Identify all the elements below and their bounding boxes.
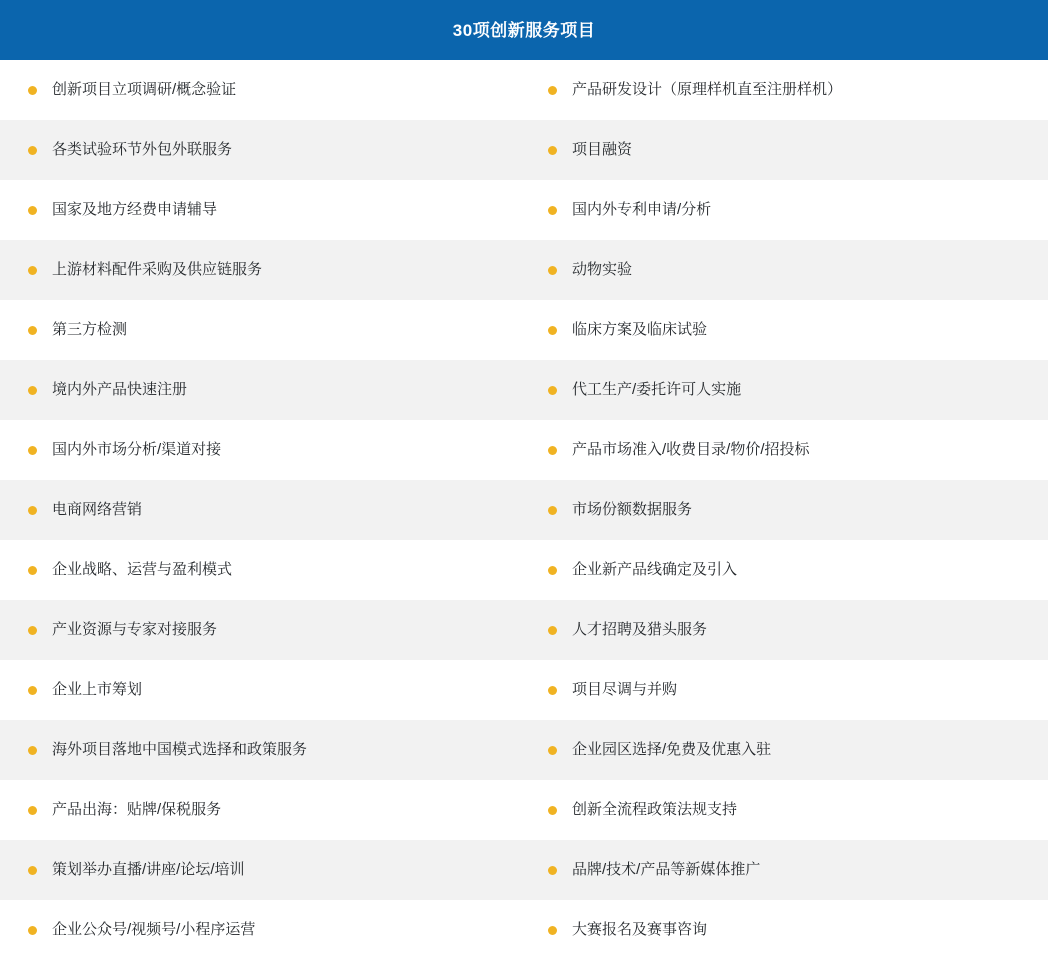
service-item[interactable] [0,300,524,360]
service-item-label: 市场份额数据服务 [572,501,693,519]
service-item[interactable] [0,840,524,900]
page-header [0,0,1048,60]
service-item[interactable] [0,540,524,600]
service-row [0,660,1048,720]
service-item[interactable] [524,120,1048,180]
service-item[interactable] [524,540,1048,600]
service-item-label: 动物实验 [572,261,633,279]
service-item-label: 企业上市筹划 [52,681,143,699]
service-item[interactable] [0,900,524,960]
service-item[interactable] [0,600,524,660]
service-item-label: 国内外专利申请/分析 [572,201,712,219]
service-item[interactable] [0,180,524,240]
service-item-label: 电商网络营销 [52,501,143,519]
bullet-icon [28,206,37,215]
service-item-label: 项目尽调与并购 [572,681,678,699]
service-item[interactable] [524,300,1048,360]
service-item-label: 国内外市场分析/渠道对接 [52,441,222,459]
service-item[interactable] [524,720,1048,780]
service-item-label: 境内外产品快速注册 [52,381,188,399]
bullet-icon [548,146,557,155]
service-item[interactable] [0,660,524,720]
bullet-icon [548,266,557,275]
service-item[interactable] [0,420,524,480]
service-item[interactable] [0,780,524,840]
service-item[interactable] [524,900,1048,960]
service-item[interactable] [524,360,1048,420]
bullet-icon [28,146,37,155]
service-row [0,360,1048,420]
service-row [0,480,1048,540]
bullet-icon [548,926,557,935]
service-item[interactable] [0,240,524,300]
service-items-grid [0,60,1048,960]
service-item-label: 海外项目落地中国模式选择和政策服务 [52,741,308,759]
bullet-icon [28,266,37,275]
bullet-icon [28,566,37,575]
bullet-icon [28,626,37,635]
service-item-label: 品牌/技术/产品等新媒体推广 [572,861,761,879]
service-row [0,300,1048,360]
bullet-icon [548,386,557,395]
bullet-icon [548,326,557,335]
service-row [0,240,1048,300]
service-item[interactable] [0,480,524,540]
service-item[interactable] [524,780,1048,840]
service-item-label: 上游材料配件采购及供应链服务 [52,261,263,279]
service-item-label: 人才招聘及猎头服务 [572,621,708,639]
service-row [0,420,1048,480]
bullet-icon [548,446,557,455]
service-item[interactable] [0,60,524,120]
service-row [0,900,1048,960]
bullet-icon [28,866,37,875]
service-item[interactable] [0,360,524,420]
service-row [0,60,1048,120]
service-item-label: 企业园区选择/免费及优惠入驻 [572,741,772,759]
bullet-icon [28,446,37,455]
service-item[interactable] [524,840,1048,900]
bullet-icon [548,746,557,755]
service-item-label: 企业战略、运营与盈利模式 [52,561,233,579]
service-item-label: 大赛报名及赛事咨询 [572,921,708,939]
bullet-icon [548,626,557,635]
service-item[interactable] [0,120,524,180]
service-item[interactable] [524,60,1048,120]
service-item[interactable] [524,480,1048,540]
bullet-icon [548,86,557,95]
service-item-label: 临床方案及临床试验 [572,321,708,339]
bullet-icon [28,386,37,395]
service-item[interactable] [524,660,1048,720]
service-item-label: 策划举办直播/讲座/论坛/培训 [52,861,245,879]
service-item-label: 项目融资 [572,141,633,159]
service-row [0,720,1048,780]
bullet-icon [28,86,37,95]
bullet-icon [28,506,37,515]
service-item-label: 产业资源与专家对接服务 [52,621,218,639]
bullet-icon [28,326,37,335]
service-item-label: 各类试验环节外包外联服务 [52,141,233,159]
service-item[interactable] [524,240,1048,300]
bullet-icon [28,746,37,755]
bullet-icon [548,866,557,875]
bullet-icon [28,806,37,815]
service-item-label: 国家及地方经费申请辅导 [52,201,218,219]
page-title: 30项创新服务项目 [452,20,596,40]
service-row [0,840,1048,900]
service-item-label: 创新全流程政策法规支持 [572,801,738,819]
service-row [0,180,1048,240]
service-row [0,120,1048,180]
bullet-icon [548,506,557,515]
service-item-label: 企业新产品线确定及引入 [572,561,738,579]
bullet-icon [548,566,557,575]
bullet-icon [28,686,37,695]
service-item[interactable] [524,420,1048,480]
service-item-label: 企业公众号/视频号/小程序运营 [52,921,256,939]
service-item-label: 产品市场准入/收费目录/物价/招投标 [572,441,810,459]
bullet-icon [548,686,557,695]
bullet-icon [548,206,557,215]
service-item[interactable] [524,180,1048,240]
service-row [0,600,1048,660]
bullet-icon [28,926,37,935]
service-item[interactable] [524,600,1048,660]
service-row [0,780,1048,840]
service-item-label: 产品研发设计（原理样机直至注册样机） [572,81,843,99]
service-item-label: 代工生产/委托许可人实施 [572,381,742,399]
service-item-label: 创新项目立项调研/概念验证 [52,81,237,99]
service-item[interactable] [0,720,524,780]
service-row [0,540,1048,600]
service-item-label: 产品出海：贴牌/保税服务 [52,801,222,819]
bullet-icon [548,806,557,815]
service-item-label: 第三方检测 [52,321,128,339]
